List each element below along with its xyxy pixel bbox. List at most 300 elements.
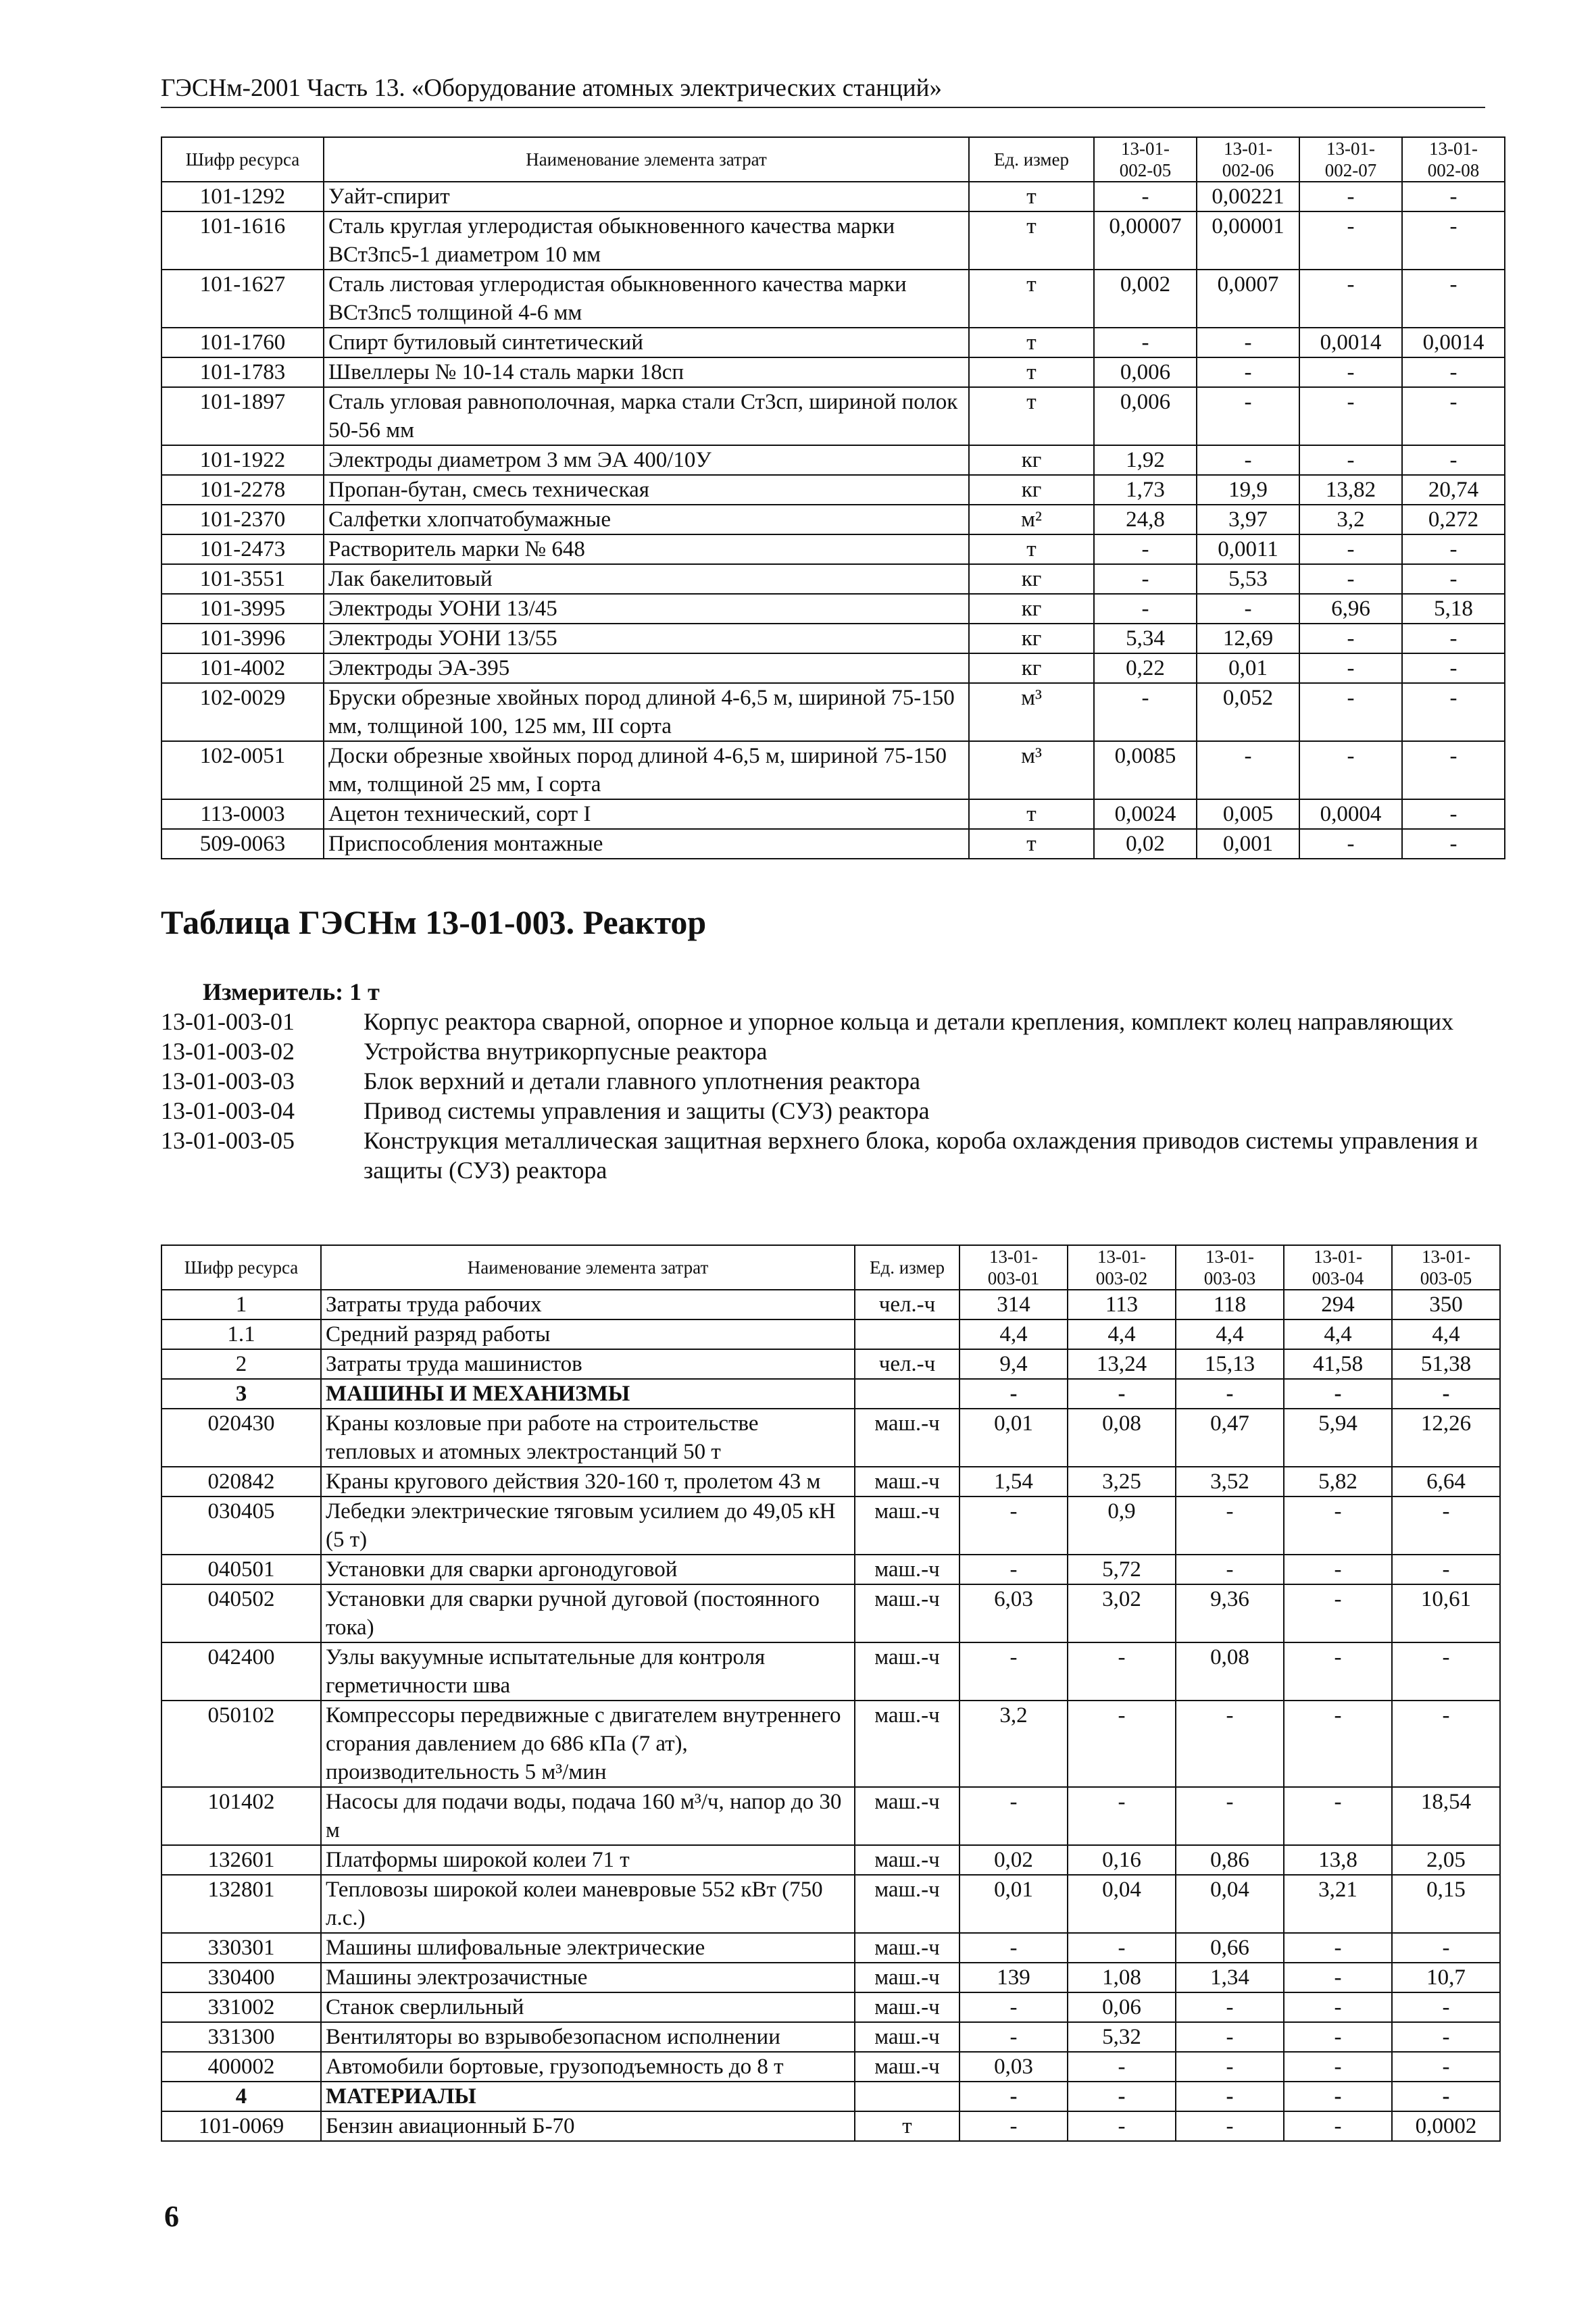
table-row (161, 1319, 1500, 1349)
resource-code-cell: 400002 (161, 2052, 321, 2082)
value-cell: 5,94 (1284, 1409, 1392, 1467)
value-cell: 0,08 (1068, 1409, 1176, 1467)
resource-name-cell: Электроды ЭА-395 (324, 653, 969, 683)
unit-cell: т (969, 357, 1094, 387)
value-cell: 3,2 (1299, 505, 1402, 534)
value-cell: - (1392, 1933, 1500, 1963)
position-item (161, 1126, 1485, 1185)
value-cell: - (1299, 564, 1402, 594)
resource-name-cell: Лак бакелитовый (324, 564, 969, 594)
resource-name-cell: Сталь листовая углеродистая обыкновенного качества марки ВСт3пс5 толщиной 4-6 мм (324, 270, 969, 328)
value-cell: - (1197, 357, 1299, 387)
table-row (161, 594, 1505, 624)
unit-cell: т (969, 387, 1094, 445)
value-cell: 20,74 (1402, 475, 1505, 505)
unit-cell: т (969, 270, 1094, 328)
table-row (161, 357, 1505, 387)
table-row (161, 799, 1505, 829)
value-cell: - (959, 1992, 1068, 2022)
resource-code-cell: 331300 (161, 2022, 321, 2052)
table-row (161, 564, 1505, 594)
unit-cell: м² (969, 505, 1094, 534)
value-cell: - (959, 1555, 1068, 1584)
position-code: 13-01-003-01 (161, 1008, 295, 1035)
value-cell: 0,0085 (1094, 741, 1197, 799)
column-header: Ед. измер (855, 1245, 959, 1290)
table-row (161, 2111, 1500, 2141)
resource-code-cell: 330301 (161, 1933, 321, 1963)
unit-cell: чел.-ч (855, 1290, 959, 1319)
value-cell: 2,05 (1392, 1845, 1500, 1875)
resource-name-cell: Машины электрозачистные (321, 1963, 855, 1992)
value-cell: - (1402, 741, 1505, 799)
resource-name-cell: Пропан-бутан, смесь техническая (324, 475, 969, 505)
value-cell: - (959, 2022, 1068, 2052)
value-cell: - (1402, 534, 1505, 564)
resource-code-cell: 101-3551 (161, 564, 324, 594)
value-cell: 13,24 (1068, 1349, 1176, 1379)
value-cell: - (1402, 683, 1505, 741)
resource-name-cell: Затраты труда рабочих (321, 1290, 855, 1319)
value-cell: - (1402, 182, 1505, 211)
table-row (161, 1409, 1500, 1467)
resource-code-cell: 040502 (161, 1584, 321, 1642)
resource-code-cell: 102-0051 (161, 741, 324, 799)
resource-code-cell: 101-3995 (161, 594, 324, 624)
resource-name-cell: Доски обрезные хвойных пород длиной 4-6,5 м, шириной 75-150 мм, толщиной 25 мм, I сорта (324, 741, 969, 799)
resource-code-cell: 101-1922 (161, 445, 324, 475)
resource-name-cell: Электроды УОНИ 13/55 (324, 624, 969, 653)
unit-cell: маш.-ч (855, 1409, 959, 1467)
page-number: 6 (164, 2200, 179, 2233)
value-cell: - (1197, 387, 1299, 445)
value-cell: 5,18 (1402, 594, 1505, 624)
value-cell: - (1284, 2082, 1392, 2111)
value-cell: 15,13 (1176, 1349, 1284, 1379)
value-cell: 1,54 (959, 1467, 1068, 1496)
position-text: Привод системы управления и защиты (СУЗ) реактора (364, 1097, 930, 1124)
position-item (161, 1096, 1485, 1126)
value-cell: - (1094, 328, 1197, 357)
resource-code-cell: 101402 (161, 1787, 321, 1845)
value-cell: 0,02 (959, 1845, 1068, 1875)
value-cell: - (1392, 1555, 1500, 1584)
position-text: Конструкция металлическая защитная верхнего блока, короба охлаждения приводов системы управления и защиты (СУЗ) реактора (364, 1127, 1478, 1184)
value-cell: 4,4 (959, 1319, 1068, 1349)
unit-cell (855, 1319, 959, 1349)
value-cell: - (959, 1379, 1068, 1409)
value-cell: - (1176, 2022, 1284, 2052)
resource-name-cell: Ацетон технический, сорт I (324, 799, 969, 829)
unit-cell: м³ (969, 683, 1094, 741)
resource-code-cell: 101-1616 (161, 211, 324, 270)
value-cell: 0,0014 (1402, 328, 1505, 357)
value-cell: - (1176, 2052, 1284, 2082)
unit-cell: маш.-ч (855, 1933, 959, 1963)
resource-code-cell: 4 (161, 2082, 321, 2111)
value-cell: 19,9 (1197, 475, 1299, 505)
value-cell: 0,002 (1094, 270, 1197, 328)
value-cell: 6,64 (1392, 1467, 1500, 1496)
unit-cell: т (969, 799, 1094, 829)
value-cell: 3,97 (1197, 505, 1299, 534)
resource-code-cell: 101-2473 (161, 534, 324, 564)
table-row (161, 1467, 1500, 1496)
value-cell: - (1392, 2022, 1500, 2052)
unit-cell: маш.-ч (855, 1555, 959, 1584)
resource-name-cell: Автомобили бортовые, грузоподъемность до 8 т (321, 2052, 855, 2082)
value-cell: 0,01 (959, 1875, 1068, 1933)
position-text: Корпус реактора сварной, опорное и упорное кольца и детали крепления, комплект колец направляющих (364, 1008, 1454, 1035)
value-cell: 4,4 (1176, 1319, 1284, 1349)
value-cell: 0,04 (1068, 1875, 1176, 1933)
position-item (161, 1007, 1485, 1036)
resource-code-cell: 101-0069 (161, 2111, 321, 2141)
value-cell: - (1299, 683, 1402, 741)
value-cell: 0,0011 (1197, 534, 1299, 564)
table-row (161, 653, 1505, 683)
value-cell: 13,82 (1299, 475, 1402, 505)
unit-cell: кг (969, 475, 1094, 505)
unit-cell (855, 2082, 959, 2111)
value-cell: 41,58 (1284, 1349, 1392, 1379)
value-cell: 0,0004 (1299, 799, 1402, 829)
value-cell: 0,15 (1392, 1875, 1500, 1933)
unit-cell: т (969, 534, 1094, 564)
resource-code-cell: 030405 (161, 1496, 321, 1555)
column-header: 13-01- 003-03 (1176, 1245, 1284, 1290)
resource-code-cell: 330400 (161, 1963, 321, 1992)
value-cell: - (1094, 534, 1197, 564)
resource-name-cell: Бруски обрезные хвойных пород длиной 4-6,5 м, шириной 75-150 мм, толщиной 100, 125 мм, III сорта (324, 683, 969, 741)
table-row (161, 683, 1505, 741)
resource-name-cell: Вентиляторы во взрывобезопасном исполнении (321, 2022, 855, 2052)
position-code: 13-01-003-05 (161, 1127, 295, 1154)
resource-code-cell: 331002 (161, 1992, 321, 2022)
resource-name-cell: Электроды диаметром 3 мм ЭА 400/10У (324, 445, 969, 475)
resource-code-cell: 132801 (161, 1875, 321, 1933)
unit-cell: маш.-ч (855, 1496, 959, 1555)
value-cell: 4,4 (1068, 1319, 1176, 1349)
value-cell: 4,4 (1392, 1319, 1500, 1349)
value-cell: - (1402, 270, 1505, 328)
value-cell: - (1197, 594, 1299, 624)
value-cell: 0,66 (1176, 1933, 1284, 1963)
unit-cell: маш.-ч (855, 1701, 959, 1787)
resource-name-cell: Установки для сварки ручной дуговой (постоянного тока) (321, 1584, 855, 1642)
table-title: Таблица ГЭСНм 13-01-003. Реактор (161, 903, 707, 941)
resource-code-cell: 101-1627 (161, 270, 324, 328)
resource-name-cell: Компрессоры передвижные с двигателем внутреннего сгорания давлением до 686 кПа (7 ат), производительность 5 м³/мин (321, 1701, 855, 1787)
page-header: ГЭСНм-2001 Часть 13. «Оборудование атомных электрических станций» (161, 73, 1485, 108)
table-row (161, 1875, 1500, 1933)
resource-name-cell: Платформы широкой колеи 71 т (321, 1845, 855, 1875)
value-cell: 1,73 (1094, 475, 1197, 505)
unit-cell: маш.-ч (855, 1584, 959, 1642)
value-cell: 3,2 (959, 1701, 1068, 1787)
resource-code-cell: 132601 (161, 1845, 321, 1875)
resource-code-cell: 101-4002 (161, 653, 324, 683)
value-cell: 139 (959, 1963, 1068, 1992)
value-cell: - (1299, 182, 1402, 211)
value-cell: 3,21 (1284, 1875, 1392, 1933)
value-cell: - (1068, 1642, 1176, 1701)
value-cell: - (1392, 1642, 1500, 1701)
resource-code-cell: 101-2278 (161, 475, 324, 505)
column-header: 13-01- 002-07 (1299, 137, 1402, 182)
value-cell: 0,08 (1176, 1642, 1284, 1701)
position-item (161, 1036, 1485, 1066)
table-row (161, 1933, 1500, 1963)
value-cell: - (1299, 741, 1402, 799)
value-cell: 0,02 (1094, 829, 1197, 859)
value-cell: - (1197, 741, 1299, 799)
value-cell: - (1402, 387, 1505, 445)
value-cell: - (959, 1933, 1068, 1963)
value-cell: 1,34 (1176, 1963, 1284, 1992)
column-header: 13-01- 003-05 (1392, 1245, 1500, 1290)
resource-name-cell: Затраты труда машинистов (321, 1349, 855, 1379)
resource-code-cell: 3 (161, 1379, 321, 1409)
value-cell: - (1392, 2052, 1500, 2082)
table-row (161, 2082, 1500, 2111)
resource-name-cell: Растворитель марки № 648 (324, 534, 969, 564)
table-row (161, 1963, 1500, 1992)
value-cell: 0,86 (1176, 1845, 1284, 1875)
table-row (161, 1379, 1500, 1409)
value-cell: - (959, 1642, 1068, 1701)
unit-cell: т (969, 328, 1094, 357)
value-cell: 0,00001 (1197, 211, 1299, 270)
resource-code-cell: 050102 (161, 1701, 321, 1787)
column-header: Наименование элемента затрат (321, 1245, 855, 1290)
table-row (161, 1642, 1500, 1701)
table-row (161, 2022, 1500, 2052)
value-cell: - (1402, 445, 1505, 475)
resource-name-cell: МАШИНЫ И МЕХАНИЗМЫ (321, 1379, 855, 1409)
value-cell: 0,9 (1068, 1496, 1176, 1555)
unit-cell: маш.-ч (855, 2022, 959, 2052)
position-code: 13-01-003-04 (161, 1097, 295, 1124)
resource-name-cell: Краны козловые при работе на строительстве тепловых и атомных электростанций 50 т (321, 1409, 855, 1467)
table-header-row (161, 1245, 1500, 1290)
table-row (161, 534, 1505, 564)
resource-code-cell: 101-2370 (161, 505, 324, 534)
value-cell: 5,32 (1068, 2022, 1176, 2052)
value-cell: - (1299, 653, 1402, 683)
value-cell: - (1402, 829, 1505, 859)
value-cell: 0,03 (959, 2052, 1068, 2082)
value-cell: 0,006 (1094, 387, 1197, 445)
table-row (161, 2052, 1500, 2082)
value-cell: 0,01 (959, 1409, 1068, 1467)
table-row (161, 387, 1505, 445)
resource-code-cell: 1 (161, 1290, 321, 1319)
resource-name-cell: Сталь круглая углеродистая обыкновенного качества марки ВСт3пс5-1 диаметром 10 мм (324, 211, 969, 270)
value-cell: - (1068, 1787, 1176, 1845)
value-cell: - (1299, 445, 1402, 475)
value-cell: 5,53 (1197, 564, 1299, 594)
value-cell: - (1284, 2022, 1392, 2052)
value-cell: 5,34 (1094, 624, 1197, 653)
position-text: Блок верхний и детали главного уплотнения реактора (364, 1067, 920, 1095)
unit-cell: м³ (969, 741, 1094, 799)
measure-value: 1 т (349, 978, 380, 1005)
value-cell: - (1299, 211, 1402, 270)
value-cell: - (1392, 1379, 1500, 1409)
resource-code-cell: 102-0029 (161, 683, 324, 741)
value-cell: - (1176, 1701, 1284, 1787)
value-cell: 6,96 (1299, 594, 1402, 624)
value-cell: - (1176, 1379, 1284, 1409)
value-cell: - (1068, 1379, 1176, 1409)
unit-cell: кг (969, 624, 1094, 653)
table-row (161, 1787, 1500, 1845)
value-cell: 0,0007 (1197, 270, 1299, 328)
value-cell: 0,00221 (1197, 182, 1299, 211)
unit-cell: маш.-ч (855, 1845, 959, 1875)
value-cell: 3,25 (1068, 1467, 1176, 1496)
value-cell: - (1284, 1992, 1392, 2022)
value-cell: - (1392, 1496, 1500, 1555)
value-cell: - (1299, 624, 1402, 653)
value-cell: 9,4 (959, 1349, 1068, 1379)
resource-name-cell: Машины шлифовальные электрические (321, 1933, 855, 1963)
resource-name-cell: Уайт-спирит (324, 182, 969, 211)
value-cell: - (1068, 2052, 1176, 2082)
value-cell: - (959, 2111, 1068, 2141)
measure-label: Измеритель: (203, 978, 344, 1005)
value-cell: - (1392, 2082, 1500, 2111)
position-text: Устройства внутрикорпусные реактора (364, 1038, 768, 1065)
unit-cell: т (969, 182, 1094, 211)
value-cell: - (1284, 1496, 1392, 1555)
value-cell: 0,00007 (1094, 211, 1197, 270)
value-cell: - (1299, 357, 1402, 387)
table-row (161, 1555, 1500, 1584)
table-row (161, 1290, 1500, 1319)
value-cell: 10,7 (1392, 1963, 1500, 1992)
resource-name-cell: Узлы вакуумные испытательные для контроля герметичности шва (321, 1642, 855, 1701)
resource-name-cell: Бензин авиационный Б-70 (321, 2111, 855, 2141)
resource-name-cell: Приспособления монтажные (324, 829, 969, 859)
resource-name-cell: Электроды УОНИ 13/45 (324, 594, 969, 624)
table-row (161, 1584, 1500, 1642)
column-header: 13-01- 002-08 (1402, 137, 1505, 182)
value-cell: - (1176, 2082, 1284, 2111)
unit-cell: т (855, 2111, 959, 2141)
value-cell: 0,01 (1197, 653, 1299, 683)
value-cell: 0,06 (1068, 1992, 1176, 2022)
value-cell: - (1094, 594, 1197, 624)
resource-code-cell: 113-0003 (161, 799, 324, 829)
column-header: Наименование элемента затрат (324, 137, 969, 182)
value-cell: 350 (1392, 1290, 1500, 1319)
column-header: Ед. измер (969, 137, 1094, 182)
value-cell: 3,02 (1068, 1584, 1176, 1642)
unit-cell: кг (969, 564, 1094, 594)
position-item (161, 1066, 1485, 1096)
resource-code-cell: 101-1783 (161, 357, 324, 387)
value-cell: - (1094, 683, 1197, 741)
resource-code-cell: 101-3996 (161, 624, 324, 653)
value-cell: 0,006 (1094, 357, 1197, 387)
value-cell: - (959, 1787, 1068, 1845)
resources-table-13-01-002 (161, 136, 1505, 859)
value-cell: 294 (1284, 1290, 1392, 1319)
value-cell: 3,52 (1176, 1467, 1284, 1496)
value-cell: - (1299, 270, 1402, 328)
unit-cell: маш.-ч (855, 2052, 959, 2082)
value-cell: - (1176, 1787, 1284, 1845)
value-cell: - (959, 2082, 1068, 2111)
value-cell: - (1284, 2052, 1392, 2082)
value-cell: - (1176, 1496, 1284, 1555)
value-cell: 113 (1068, 1290, 1176, 1319)
value-cell: 51,38 (1392, 1349, 1500, 1379)
value-cell: 12,69 (1197, 624, 1299, 653)
value-cell: 0,16 (1068, 1845, 1176, 1875)
resource-name-cell: Насосы для подачи воды, подача 160 м³/ч, напор до 30 м (321, 1787, 855, 1845)
value-cell: 0,272 (1402, 505, 1505, 534)
value-cell: 1,08 (1068, 1963, 1176, 1992)
resource-name-cell: Установки для сварки аргонодуговой (321, 1555, 855, 1584)
value-cell: - (1197, 328, 1299, 357)
value-cell: - (1094, 564, 1197, 594)
value-cell: - (1284, 2111, 1392, 2141)
positions-list (161, 1007, 1485, 1185)
table-header-row (161, 137, 1505, 182)
resource-name-cell: Лебедки электрические тяговым усилием до 49,05 кН (5 т) (321, 1496, 855, 1555)
value-cell: 0,052 (1197, 683, 1299, 741)
position-code: 13-01-003-03 (161, 1067, 295, 1095)
resource-code-cell: 509-0063 (161, 829, 324, 859)
unit-cell (855, 1379, 959, 1409)
unit-cell: маш.-ч (855, 1875, 959, 1933)
unit-cell: кг (969, 653, 1094, 683)
value-cell: - (1402, 624, 1505, 653)
table-row (161, 1496, 1500, 1555)
value-cell: 5,72 (1068, 1555, 1176, 1584)
value-cell: 0,0024 (1094, 799, 1197, 829)
resource-code-cell: 020842 (161, 1467, 321, 1496)
value-cell: - (1284, 1933, 1392, 1963)
table-row (161, 211, 1505, 270)
unit-cell: чел.-ч (855, 1349, 959, 1379)
value-cell: - (1094, 182, 1197, 211)
column-header: 13-01- 003-02 (1068, 1245, 1176, 1290)
value-cell: - (1284, 1584, 1392, 1642)
value-cell: - (1068, 2111, 1176, 2141)
resource-name-cell: Тепловозы широкой колеи маневровые 552 кВт (750 л.с.) (321, 1875, 855, 1933)
value-cell: 18,54 (1392, 1787, 1500, 1845)
table-row (161, 328, 1505, 357)
value-cell: - (1392, 1992, 1500, 2022)
table-row (161, 182, 1505, 211)
value-cell: 0,47 (1176, 1409, 1284, 1467)
value-cell: - (1197, 445, 1299, 475)
value-cell: 0,0014 (1299, 328, 1402, 357)
value-cell: - (1284, 1963, 1392, 1992)
value-cell: - (1176, 2111, 1284, 2141)
value-cell: 0,005 (1197, 799, 1299, 829)
measure-line (203, 977, 380, 1007)
resource-code-cell: 1.1 (161, 1319, 321, 1349)
value-cell: - (1068, 1701, 1176, 1787)
unit-cell: маш.-ч (855, 1787, 959, 1845)
value-cell: - (1068, 2082, 1176, 2111)
resource-code-cell: 020430 (161, 1409, 321, 1467)
